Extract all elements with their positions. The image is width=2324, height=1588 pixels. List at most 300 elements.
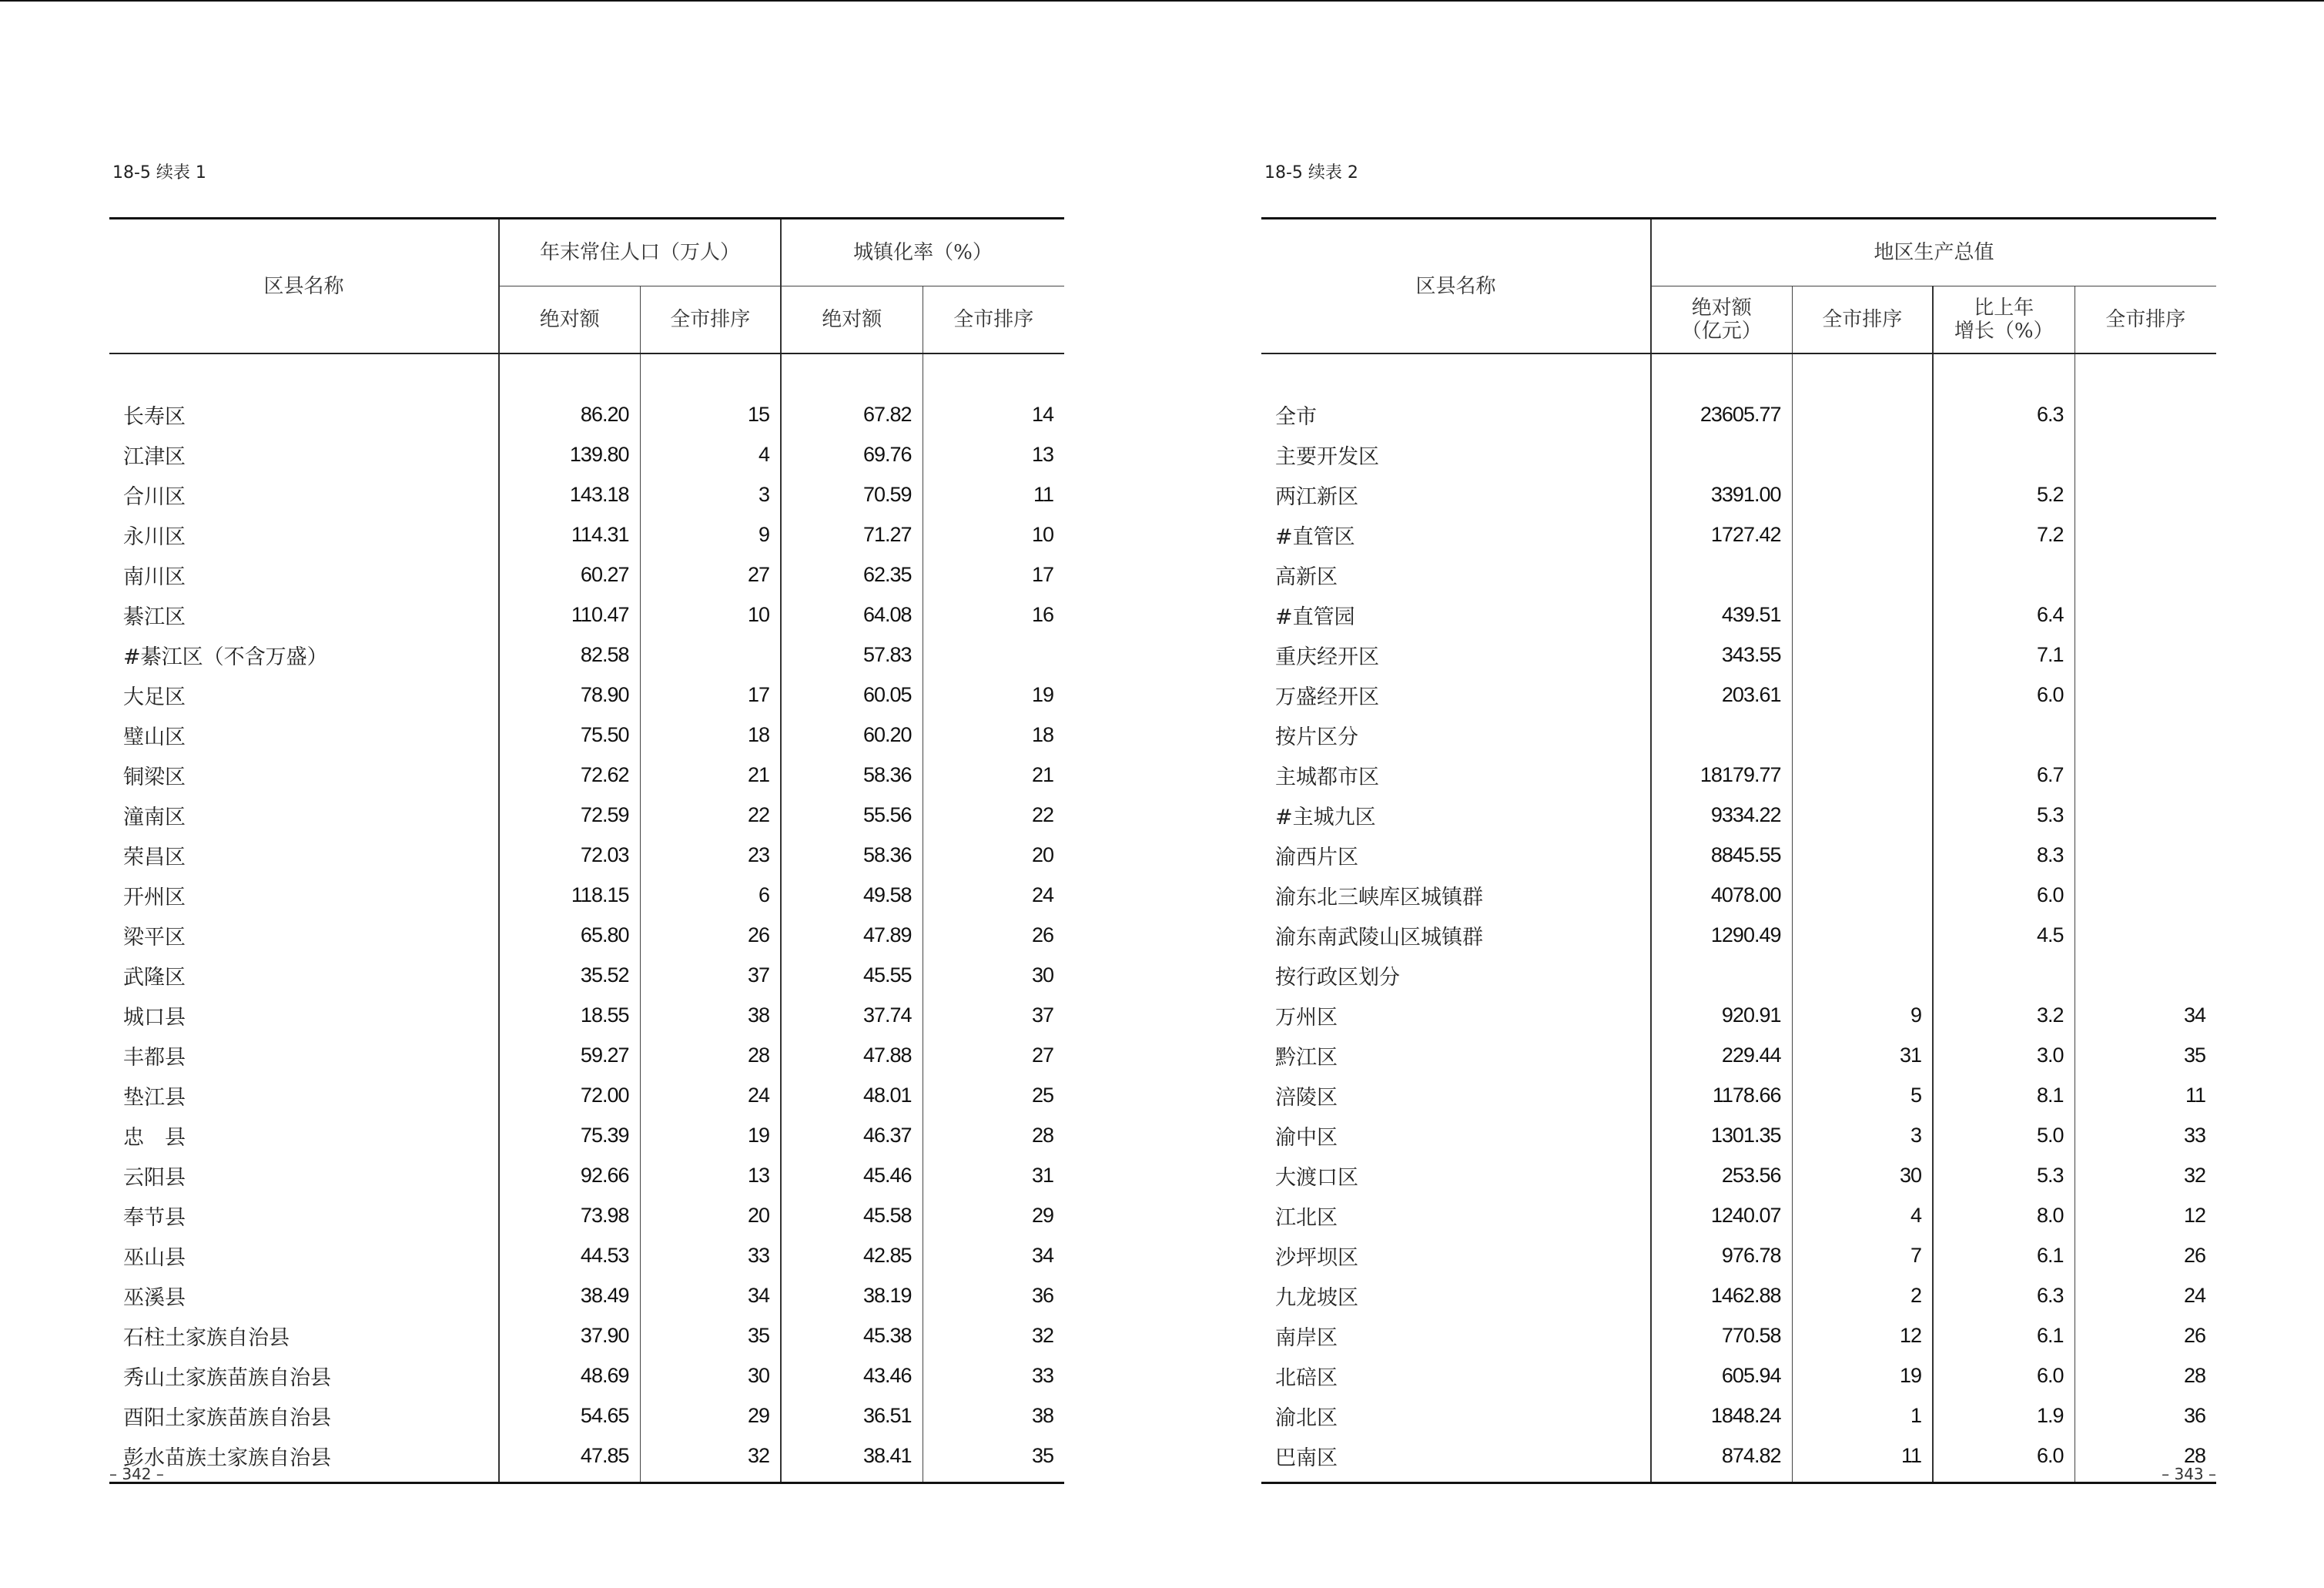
table-row: [109, 915, 1064, 955]
pop-rank-cell: 24: [640, 1075, 781, 1115]
pop-rank-cell: 9: [640, 514, 781, 554]
growth-rank-cell: [2075, 474, 2216, 514]
table-row: [109, 995, 1064, 1035]
urb-cell: 47.89: [781, 915, 923, 955]
urb-rank-cell: 14: [923, 394, 1064, 434]
table-row: [1261, 835, 2216, 875]
pop-rank-cell: [640, 635, 781, 675]
growth-cell: 6.0: [1933, 1355, 2075, 1395]
pop-rank-cell: 33: [640, 1235, 781, 1275]
growth-cell: 7.2: [1933, 514, 2075, 554]
spacer-cell: [109, 353, 499, 394]
table-row: [109, 595, 1064, 635]
growth-cell: [1933, 434, 2075, 474]
district-name-cell: 巫溪县: [123, 1285, 186, 1310]
gdp-cell: 1727.42: [1651, 514, 1792, 554]
table-row: [109, 1275, 1064, 1315]
population-urbanization-table: [109, 217, 1064, 1484]
gdp-rank-cell: [1792, 675, 1933, 715]
district-name-cell: #綦江区（不含万盛）: [123, 645, 328, 669]
header-district-name: 区县名称: [1261, 219, 1651, 354]
spacer-cell: [2075, 353, 2216, 394]
table-row: [109, 875, 1064, 915]
growth-cell: 3.0: [1933, 1035, 2075, 1075]
spacer-cell: [1792, 353, 1933, 394]
district-name-cell: #直管园: [1275, 605, 1355, 629]
right-table-body: [1261, 353, 2216, 1483]
pop-rank-cell: 38: [640, 995, 781, 1035]
table-row: [1261, 795, 2216, 835]
spacer-cell: [640, 1476, 781, 1483]
pop-rank-cell: 21: [640, 755, 781, 795]
table-row: [109, 1075, 1064, 1115]
urb-rank-cell: 16: [923, 595, 1064, 635]
growth-cell: 5.2: [1933, 474, 2075, 514]
pop-rank-cell: 19: [640, 1115, 781, 1155]
growth-rank-cell: 32: [2075, 1155, 2216, 1195]
header-gdp-value-line2: （亿元）: [1681, 320, 1762, 343]
growth-cell: 3.2: [1933, 995, 2075, 1035]
pop-rank-cell: 28: [640, 1035, 781, 1075]
pop-rank-cell: 27: [640, 554, 781, 595]
urb-cell: 43.46: [781, 1355, 923, 1395]
gdp-rank-cell: [1792, 835, 1933, 875]
gdp-rank-cell: [1792, 434, 1933, 474]
table-caption: 18-5 续表 1: [112, 163, 206, 183]
district-name-cell: 潼南区: [123, 805, 186, 829]
district-name-cell: 万盛经开区: [1275, 685, 1379, 709]
pop-cell: 72.00: [499, 1075, 640, 1115]
table-row: [109, 394, 1064, 434]
growth-rank-cell: [2075, 554, 2216, 595]
gdp-rank-cell: [1792, 635, 1933, 675]
spacer-row: [1261, 1476, 2216, 1483]
spacer-cell: [109, 1476, 499, 1483]
gdp-rank-cell: 7: [1792, 1235, 1933, 1275]
urb-rank-cell: 37: [923, 995, 1064, 1035]
table-row: [109, 554, 1064, 595]
table-row: [1261, 875, 2216, 915]
table-row: [1261, 554, 2216, 595]
right-page: [1261, 0, 2216, 1588]
gdp-cell: 253.56: [1651, 1155, 1792, 1195]
district-name-cell: 垫江县: [123, 1085, 186, 1110]
table-caption: 18-5 续表 2: [1264, 163, 1358, 183]
growth-cell: 5.0: [1933, 1115, 2075, 1155]
pop-cell: 54.65: [499, 1395, 640, 1436]
urb-cell: 36.51: [781, 1395, 923, 1436]
pop-rank-cell: 20: [640, 1195, 781, 1235]
gdp-rank-cell: 3: [1792, 1115, 1933, 1155]
district-name-cell: 城口县: [123, 1005, 186, 1030]
pop-cell: 72.59: [499, 795, 640, 835]
header-district-name: 区县名称: [109, 219, 499, 354]
table-row: [109, 1315, 1064, 1355]
district-name-cell: 奉节县: [123, 1205, 186, 1230]
urb-cell: 57.83: [781, 635, 923, 675]
table-row: [109, 715, 1064, 755]
spacer-cell: [781, 1476, 923, 1483]
table-row: [1261, 915, 2216, 955]
growth-rank-cell: 28: [2075, 1355, 2216, 1395]
district-name-cell: 大足区: [123, 685, 186, 709]
growth-cell: 6.7: [1933, 755, 2075, 795]
pop-cell: 82.58: [499, 635, 640, 675]
district-name-cell: 主城都市区: [1275, 765, 1379, 789]
gdp-cell: 976.78: [1651, 1235, 1792, 1275]
pop-cell: 78.90: [499, 675, 640, 715]
district-name-cell: 云阳县: [123, 1165, 186, 1190]
header-gdp-value: [1651, 286, 1792, 354]
table-row: [109, 1235, 1064, 1275]
urb-rank-cell: 21: [923, 755, 1064, 795]
district-name-cell: 渝北区: [1275, 1405, 1338, 1430]
spacer-cell: [499, 1476, 640, 1483]
pop-cell: 75.39: [499, 1115, 640, 1155]
urb-rank-cell: 26: [923, 915, 1064, 955]
pop-rank-cell: 29: [640, 1395, 781, 1436]
district-name-cell: 全市: [1275, 404, 1317, 429]
table-row: [109, 1115, 1064, 1155]
spacer-cell: [923, 1476, 1064, 1483]
spacer-cell: [1261, 353, 1651, 394]
gdp-rank-cell: 31: [1792, 1035, 1933, 1075]
urb-rank-cell: 10: [923, 514, 1064, 554]
pop-rank-cell: 10: [640, 595, 781, 635]
urb-cell: 38.41: [781, 1436, 923, 1476]
urb-rank-cell: 33: [923, 1355, 1064, 1395]
gdp-cell: 1240.07: [1651, 1195, 1792, 1235]
table-row: [1261, 1315, 2216, 1355]
pop-rank-cell: 13: [640, 1155, 781, 1195]
table-row: [109, 1195, 1064, 1235]
spacer-cell: [640, 353, 781, 394]
pop-cell: 59.27: [499, 1035, 640, 1075]
pop-cell: 18.55: [499, 995, 640, 1035]
urb-rank-cell: 28: [923, 1115, 1064, 1155]
urb-cell: 60.20: [781, 715, 923, 755]
growth-cell: 6.1: [1933, 1315, 2075, 1355]
table-row: [109, 1436, 1064, 1476]
table-row: [1261, 1035, 2216, 1075]
growth-cell: 5.3: [1933, 795, 2075, 835]
table-row: [1261, 1155, 2216, 1195]
urb-rank-cell: 38: [923, 1395, 1064, 1436]
gdp-rank-cell: 19: [1792, 1355, 1933, 1395]
pop-cell: 35.52: [499, 955, 640, 995]
urb-cell: 67.82: [781, 394, 923, 434]
spacer-cell: [1651, 1476, 1792, 1483]
pop-rank-cell: 15: [640, 394, 781, 434]
district-name-cell: 巫山县: [123, 1245, 186, 1270]
gdp-rank-cell: [1792, 554, 1933, 595]
urb-cell: 47.88: [781, 1035, 923, 1075]
urb-rank-cell: 18: [923, 715, 1064, 755]
header-pop-value: 绝对额: [499, 286, 640, 354]
growth-rank-cell: 26: [2075, 1315, 2216, 1355]
table-row: [1261, 1275, 2216, 1315]
gdp-rank-cell: [1792, 474, 1933, 514]
table-row: [1261, 1436, 2216, 1476]
table-row: [1261, 675, 2216, 715]
table-row: [109, 755, 1064, 795]
growth-rank-cell: 11: [2075, 1075, 2216, 1115]
growth-rank-cell: 36: [2075, 1395, 2216, 1436]
urb-cell: 60.05: [781, 675, 923, 715]
urb-cell: 46.37: [781, 1115, 923, 1155]
left-page: [109, 0, 1064, 1588]
district-name-cell: 涪陵区: [1275, 1085, 1338, 1110]
gdp-cell: 3391.00: [1651, 474, 1792, 514]
gdp-rank-cell: [1792, 795, 1933, 835]
district-name-cell: 巴南区: [1275, 1446, 1338, 1470]
gdp-cell: 770.58: [1651, 1315, 1792, 1355]
gdp-rank-cell: [1792, 915, 1933, 955]
urb-rank-cell: 11: [923, 474, 1064, 514]
gdp-rank-cell: [1792, 514, 1933, 554]
table-row: [1261, 1115, 2216, 1155]
gdp-table: [1261, 217, 2216, 1484]
pop-rank-cell: 22: [640, 795, 781, 835]
pop-cell: 143.18: [499, 474, 640, 514]
district-name-cell: 秀山土家族苗族自治县: [123, 1365, 331, 1390]
gdp-rank-cell: [1792, 755, 1933, 795]
gdp-rank-cell: 9: [1792, 995, 1933, 1035]
gdp-cell: [1651, 434, 1792, 474]
urb-cell: 62.35: [781, 554, 923, 595]
urb-rank-cell: 20: [923, 835, 1064, 875]
district-name-cell: 忠 县: [123, 1125, 186, 1150]
growth-cell: 7.1: [1933, 635, 2075, 675]
growth-cell: 8.3: [1933, 835, 2075, 875]
growth-cell: 6.3: [1933, 394, 2075, 434]
table-row: [1261, 1235, 2216, 1275]
gdp-cell: 920.91: [1651, 995, 1792, 1035]
gdp-cell: [1651, 554, 1792, 595]
district-name-cell: 按片区分: [1275, 725, 1358, 749]
urb-cell: 42.85: [781, 1235, 923, 1275]
table-row: [1261, 635, 2216, 675]
gdp-rank-cell: [1792, 955, 1933, 995]
header-gdp: 地区生产总值: [1651, 219, 2216, 286]
table-row: [1261, 1395, 2216, 1436]
urb-cell: 69.76: [781, 434, 923, 474]
pop-cell: 72.03: [499, 835, 640, 875]
growth-rank-cell: [2075, 795, 2216, 835]
gdp-rank-cell: 30: [1792, 1155, 1933, 1195]
district-name-cell: #直管区: [1275, 524, 1355, 549]
district-name-cell: 彭水苗族土家族自治县: [123, 1446, 331, 1470]
gdp-rank-cell: 2: [1792, 1275, 1933, 1315]
district-name-cell: 綦江区: [123, 605, 186, 629]
pop-cell: 65.80: [499, 915, 640, 955]
header-growth-line1: 比上年: [1974, 296, 2034, 320]
pop-cell: 139.80: [499, 434, 640, 474]
district-name-cell: 武隆区: [123, 965, 186, 990]
district-name-cell: 酉阳土家族苗族自治县: [123, 1405, 331, 1430]
gdp-cell: [1651, 955, 1792, 995]
pop-rank-cell: 17: [640, 675, 781, 715]
urb-rank-cell: 34: [923, 1235, 1064, 1275]
gdp-cell: 229.44: [1651, 1035, 1792, 1075]
growth-rank-cell: [2075, 715, 2216, 755]
district-name-cell: 梁平区: [123, 925, 186, 950]
urb-rank-cell: 36: [923, 1275, 1064, 1315]
table-row: [1261, 595, 2216, 635]
table-row: [109, 1395, 1064, 1436]
pop-cell: 73.98: [499, 1195, 640, 1235]
header-gdp-value-line1: 绝对额: [1691, 296, 1752, 320]
growth-rank-cell: 24: [2075, 1275, 2216, 1315]
growth-cell: 6.0: [1933, 1436, 2075, 1476]
urb-cell: 58.36: [781, 835, 923, 875]
urb-cell: 37.74: [781, 995, 923, 1035]
urb-cell: 49.58: [781, 875, 923, 915]
district-name-cell: 江北区: [1275, 1205, 1338, 1230]
district-name-cell: 南川区: [123, 565, 186, 589]
urb-rank-cell: 24: [923, 875, 1064, 915]
urb-rank-cell: [923, 635, 1064, 675]
district-name-cell: 高新区: [1275, 565, 1338, 589]
pop-cell: 110.47: [499, 595, 640, 635]
spacer-cell: [781, 353, 923, 394]
growth-cell: 6.0: [1933, 675, 2075, 715]
pop-rank-cell: 18: [640, 715, 781, 755]
table-row: [109, 795, 1064, 835]
page-number: – 343 –: [2162, 1465, 2216, 1483]
growth-cell: 6.0: [1933, 875, 2075, 915]
growth-rank-cell: [2075, 915, 2216, 955]
table-row: [1261, 514, 2216, 554]
growth-rank-cell: 26: [2075, 1235, 2216, 1275]
pop-rank-cell: 26: [640, 915, 781, 955]
district-name-cell: 万州区: [1275, 1005, 1338, 1030]
pop-cell: 114.31: [499, 514, 640, 554]
header-growth-rank: 全市排序: [2075, 286, 2216, 354]
spacer-row: [1261, 353, 2216, 394]
spacer-cell: [1651, 353, 1792, 394]
gdp-rank-cell: [1792, 875, 1933, 915]
pop-rank-cell: 4: [640, 434, 781, 474]
district-name-cell: 渝西片区: [1275, 845, 1358, 869]
urb-cell: 48.01: [781, 1075, 923, 1115]
pop-rank-cell: 35: [640, 1315, 781, 1355]
header-growth: [1933, 286, 2075, 354]
table-row: [1261, 474, 2216, 514]
gdp-cell: 4078.00: [1651, 875, 1792, 915]
gdp-cell: 1178.66: [1651, 1075, 1792, 1115]
gdp-cell: 1848.24: [1651, 1395, 1792, 1436]
growth-cell: [1933, 715, 2075, 755]
table-row: [109, 514, 1064, 554]
gdp-cell: [1651, 715, 1792, 755]
gdp-rank-cell: 12: [1792, 1315, 1933, 1355]
urb-rank-cell: 32: [923, 1315, 1064, 1355]
table-row: [1261, 995, 2216, 1035]
growth-rank-cell: [2075, 755, 2216, 795]
table-row: [1261, 955, 2216, 995]
growth-cell: 1.9: [1933, 1395, 2075, 1436]
district-name-cell: 按行政区划分: [1275, 965, 1400, 990]
table-row: [1261, 1075, 2216, 1115]
table-row: [1261, 1355, 2216, 1395]
urb-rank-cell: 30: [923, 955, 1064, 995]
growth-rank-cell: 33: [2075, 1115, 2216, 1155]
district-name-cell: 长寿区: [123, 404, 186, 429]
growth-rank-cell: 34: [2075, 995, 2216, 1035]
pop-cell: 118.15: [499, 875, 640, 915]
district-name-cell: 渝东南武陵山区城镇群: [1275, 925, 1483, 950]
urb-cell: 45.58: [781, 1195, 923, 1235]
header-growth-line2: 增长（%）: [1954, 320, 2054, 343]
growth-cell: 6.3: [1933, 1275, 2075, 1315]
gdp-cell: 343.55: [1651, 635, 1792, 675]
spacer-cell: [1933, 1476, 2075, 1483]
gdp-rank-cell: [1792, 715, 1933, 755]
pop-cell: 72.62: [499, 755, 640, 795]
district-name-cell: 北碚区: [1275, 1365, 1338, 1390]
urb-rank-cell: 31: [923, 1155, 1064, 1195]
pop-rank-cell: 32: [640, 1436, 781, 1476]
table-row: [1261, 394, 2216, 434]
table-row: [1261, 715, 2216, 755]
spacer-row: [109, 353, 1064, 394]
pop-cell: 75.50: [499, 715, 640, 755]
urb-cell: 71.27: [781, 514, 923, 554]
pop-cell: 47.85: [499, 1436, 640, 1476]
gdp-cell: 8845.55: [1651, 835, 1792, 875]
district-name-cell: 沙坪坝区: [1275, 1245, 1358, 1270]
table-row: [109, 675, 1064, 715]
gdp-cell: 18179.77: [1651, 755, 1792, 795]
spacer-cell: [1933, 353, 2075, 394]
table-row: [109, 955, 1064, 995]
gdp-cell: 1301.35: [1651, 1115, 1792, 1155]
growth-rank-cell: 28: [2075, 1436, 2216, 1476]
gdp-cell: 203.61: [1651, 675, 1792, 715]
spacer-row: [109, 1476, 1064, 1483]
growth-rank-cell: [2075, 394, 2216, 434]
gdp-rank-cell: [1792, 394, 1933, 434]
pop-rank-cell: 30: [640, 1355, 781, 1395]
urb-cell: 45.55: [781, 955, 923, 995]
pop-cell: 38.49: [499, 1275, 640, 1315]
urb-cell: 64.08: [781, 595, 923, 635]
table-row: [109, 835, 1064, 875]
growth-cell: 6.1: [1933, 1235, 2075, 1275]
pop-cell: 44.53: [499, 1235, 640, 1275]
pop-rank-cell: 37: [640, 955, 781, 995]
urb-cell: 55.56: [781, 795, 923, 835]
header-gdp-rank: 全市排序: [1792, 286, 1933, 354]
pop-cell: 86.20: [499, 394, 640, 434]
urb-rank-cell: 17: [923, 554, 1064, 595]
district-name-cell: 江津区: [123, 444, 186, 469]
gdp-cell: 9334.22: [1651, 795, 1792, 835]
urb-rank-cell: 27: [923, 1035, 1064, 1075]
growth-rank-cell: [2075, 955, 2216, 995]
left-table-body: [109, 353, 1064, 1483]
gdp-cell: 439.51: [1651, 595, 1792, 635]
urb-cell: 45.46: [781, 1155, 923, 1195]
urb-rank-cell: 35: [923, 1436, 1064, 1476]
header-population: 年末常住人口（万人）: [499, 219, 781, 286]
district-name-cell: 渝中区: [1275, 1125, 1338, 1150]
spacer-cell: [499, 353, 640, 394]
table-row: [1261, 755, 2216, 795]
gdp-cell: 23605.77: [1651, 394, 1792, 434]
district-name-cell: 九龙坡区: [1275, 1285, 1358, 1310]
